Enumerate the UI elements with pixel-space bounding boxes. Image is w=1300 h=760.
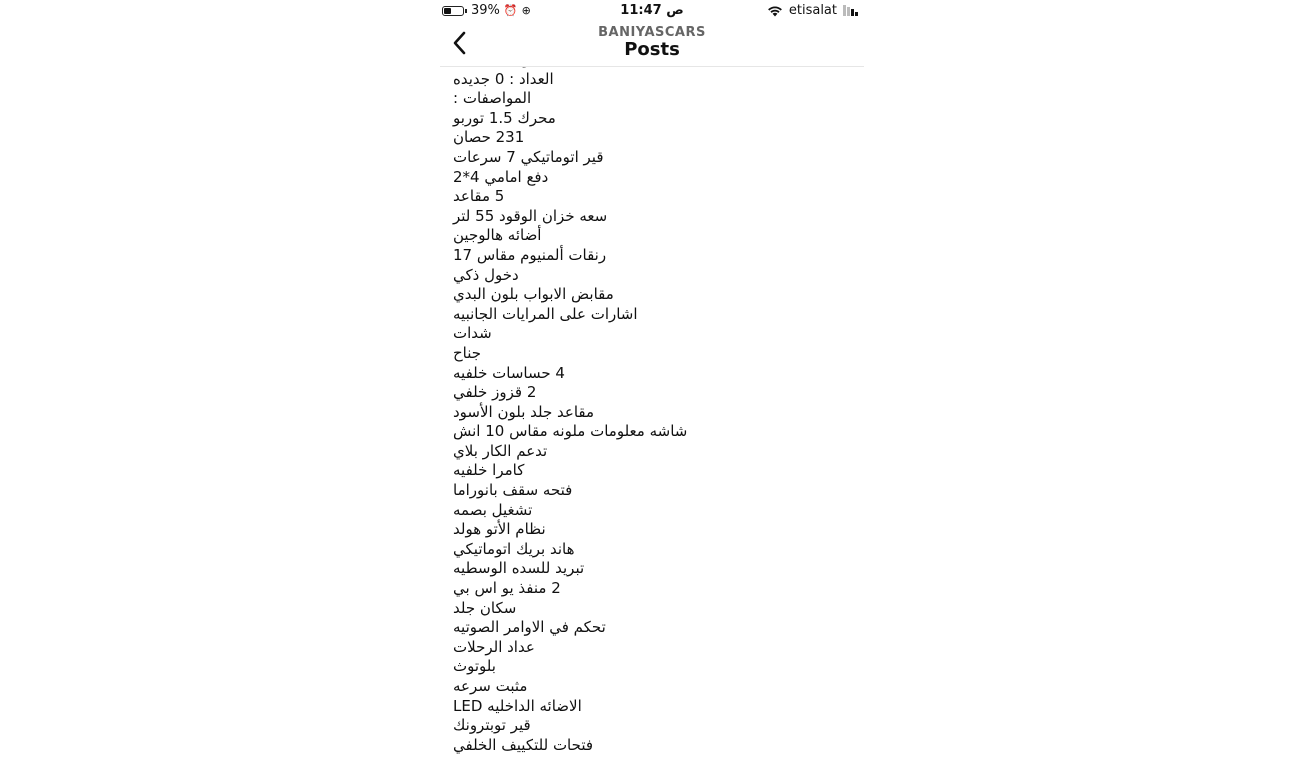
nav-header [440, 22, 864, 67]
caption-line: قير اتوماتيكي 7 سرعات [453, 147, 604, 166]
caption-line: تدعم الكار بلاي [453, 441, 548, 460]
caption-line: نظام الأتو هولد [453, 520, 546, 539]
status-bar [440, 0, 864, 22]
caption-line: عداد الرحلات [453, 637, 535, 656]
caption-line: رنقات ألمنيوم مقاس 17 [453, 245, 607, 264]
caption-line: الاضائه الداخليه LED [453, 696, 582, 715]
caption-line: 2 قزوز خلفي [453, 383, 537, 402]
signal-icon [843, 5, 858, 16]
caption-line: تحكم في الاوامر الصوتيه [453, 618, 606, 637]
caption-line: تشغيل بصمه [453, 500, 533, 519]
caption-line: هاند بريك اتوماتيكي [453, 539, 575, 558]
caption-line: سكان جلد [453, 598, 517, 617]
caption-line: تبريد للسده الوسطيه [453, 559, 585, 578]
caption-line: شدات [453, 324, 492, 343]
page-title: Posts [624, 39, 680, 60]
wifi-icon [767, 5, 783, 17]
caption-line: فتحات للتكييف الخلفي [453, 735, 594, 754]
caption-line: مثبت سرعه [453, 677, 528, 695]
phone-screen [440, 0, 864, 760]
alarm-icon: ⏰ [503, 4, 518, 17]
caption-line: جناح [453, 343, 482, 362]
caption-line: 2 منفذ يو اس بي [453, 579, 561, 598]
account-name: BANIYASCARS [598, 25, 706, 40]
caption-line: دخول ذكي [453, 265, 519, 284]
caption-line: 4 حساسات خلفيه [453, 363, 565, 382]
caption-line: مقاعد جلد بلون الأسود [453, 402, 595, 421]
caption-line: شاشه معلومات ملونه مقاس 10 انش [453, 422, 688, 441]
caption-line: دفع امامي 4*2 [453, 167, 549, 186]
caption-line: 5 مقاعد [453, 187, 505, 206]
battery-percent: 39% [471, 3, 500, 18]
status-right [767, 3, 858, 18]
caption-line: العداد : 0 جديده [453, 69, 554, 88]
caption-line: كامرا خلفيه [453, 461, 525, 480]
caption-line: سعه خزان الوقود 55 لتر [453, 206, 608, 225]
caption-line: فتحه سقف بانوراما [453, 481, 573, 500]
carrier-name: etisalat [788, 3, 837, 18]
caption-line: 231 حصان [453, 128, 525, 147]
caption-line: قير توبترونك [453, 716, 531, 735]
caption-line: أضائه هالوجين [453, 226, 542, 245]
caption-line: محرك 1.5 توربو [453, 108, 556, 127]
caption-line: اشارات على المرايات الجانبيه [453, 304, 638, 323]
caption-line: المواصفات : [453, 89, 532, 108]
caption-line: بلوتوث [453, 657, 496, 676]
caption-lines [453, 50, 687, 755]
status-time: 11:47 ص [620, 3, 684, 18]
caption-line: مقابض الابواب بلون البدي [453, 285, 614, 304]
orientation-lock-icon: ⊕ [521, 4, 531, 17]
